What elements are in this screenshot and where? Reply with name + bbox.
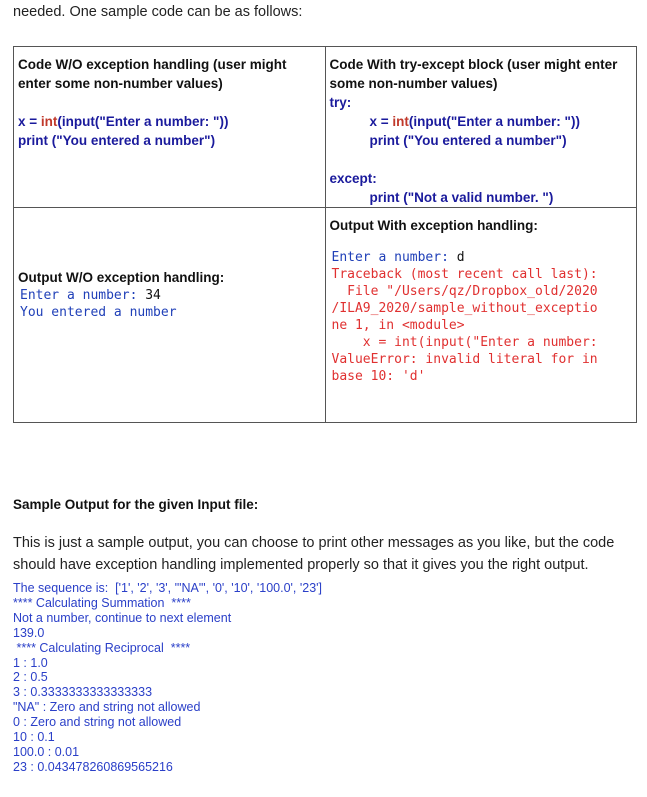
left-code-line-1 [14, 112, 325, 131]
sample-output-line: 3 : 0.3333333333333333 [13, 685, 153, 700]
traceback-line: ne 1, in <module> [331, 318, 465, 333]
code-fn: int [392, 114, 409, 129]
sample-output-line: Not a number, continue to next element [13, 610, 232, 625]
right-code-line-3: print ("Not a valid number. ") [369, 190, 554, 205]
sample-output-line: 139.0 [13, 625, 45, 640]
code-with-handling-cell [325, 47, 637, 208]
code-args: (input("Enter a number: ")) [57, 114, 229, 129]
sample-output-line: **** Calculating Reciprocal **** [13, 640, 191, 655]
output-without-handling-cell [14, 208, 326, 423]
right-code-line-2: print ("You entered a number") [369, 133, 567, 148]
right-code-line-1 [326, 112, 637, 131]
sample-output-line: 2 : 0.5 [13, 670, 48, 685]
try-keyword: try: [329, 95, 352, 110]
traceback-line: ValueError: invalid literal for in [331, 352, 598, 367]
code-fn: int [40, 114, 58, 129]
sample-output-line: **** Calculating Summation **** [13, 595, 191, 610]
except-keyword: except: [329, 171, 377, 186]
traceback-line: File "/Users/qz/Dropbox_old/2020 [331, 284, 598, 299]
traceback-line: x = int(input("Enter a number: [331, 335, 598, 350]
sample-output-line: 23 : 0.043478260869565216 [13, 759, 173, 774]
right-output-title: Output With exception handling: [329, 218, 538, 233]
left-output-title: Output W/O exception handling: [18, 270, 225, 285]
sample-output-line: 1 : 1.0 [13, 655, 48, 670]
sample-output-line: 10 : 0.1 [13, 730, 55, 745]
intro-text: needed. One sample code can be as follows: [13, 4, 303, 20]
instruction-paragraph: This is just a sample output, you can choose to print other messages as you like, but the code should have exception handling implemented properly so that it gives you the right output. [13, 535, 615, 573]
sample-output-line: The sequence is: ['1', '2', '3', '"NA"', '0', '10', '100.0', '23'] [13, 581, 323, 595]
right-header: Code With try-except block (user might enter some non-number values) [329, 57, 618, 91]
output-with-handling-cell [325, 208, 637, 423]
traceback-line: /ILA9_2020/sample_without_exceptio [331, 301, 598, 316]
sample-output [13, 581, 322, 775]
left-output-line-2: You entered a number [20, 305, 177, 320]
left-header: Code W/O exception handling (user might enter some non-number values) [18, 57, 287, 91]
code-var: x = [369, 114, 393, 129]
section-title: Sample Output for the given Input file: [13, 497, 259, 512]
sample-output-line: 0 : Zero and string not allowed [13, 715, 182, 730]
sample-output-line: 100.0 : 0.01 [13, 744, 80, 759]
code-args: (input("Enter a number: ")) [408, 114, 580, 129]
left-code-line-2: print ("You entered a number") [18, 133, 216, 148]
sample-output-line: "NA" : Zero and string not allowed [13, 700, 201, 715]
comparison-table [13, 46, 637, 423]
traceback-line: base 10: 'd' [331, 369, 426, 384]
right-output-prompt: Enter a number: d [331, 250, 465, 265]
code-var: x = [18, 114, 41, 129]
code-without-handling-cell [14, 47, 326, 208]
traceback-line: Traceback (most recent call last): [331, 267, 598, 282]
left-output-line-1: Enter a number: 34 [20, 288, 161, 303]
